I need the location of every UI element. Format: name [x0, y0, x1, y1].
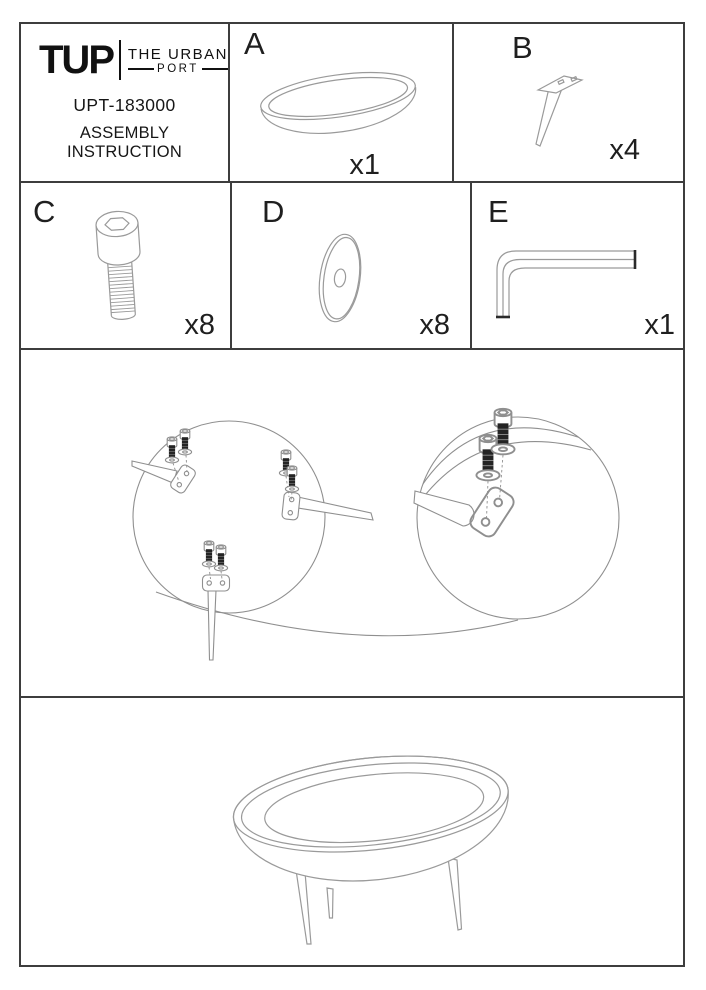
model-number: UPT-183000 — [73, 95, 176, 115]
brand-logo — [21, 24, 228, 80]
allen-key-outer-edge — [497, 251, 635, 317]
part-e-qty: x1 — [644, 309, 675, 341]
mounting-plate-zoomed — [467, 485, 516, 540]
document-title: ASSEMBLY INSTRUCTION — [67, 124, 182, 161]
finished-table-drawing — [21, 698, 683, 965]
brand-name-port: PORT — [157, 62, 199, 75]
part-cell-c — [21, 183, 230, 348]
bolt-with-washer-zoomed — [476, 435, 499, 481]
brand-name — [128, 46, 228, 75]
part-b-qty: x4 — [609, 134, 640, 166]
brand-rule-right — [202, 68, 228, 70]
leg-side-view — [298, 497, 373, 520]
assembly-step-cell — [21, 350, 683, 696]
leg-drawing — [454, 24, 683, 181]
assembly-diagram — [21, 350, 683, 696]
bolt-threads — [108, 266, 135, 313]
bowl-silhouette — [229, 744, 516, 894]
allen-key-inner-edge — [509, 268, 635, 317]
leg-side-view — [208, 590, 216, 660]
part-b-label: B — [512, 30, 533, 65]
part-c-qty: x8 — [184, 309, 215, 341]
part-e-label: E — [488, 194, 509, 229]
brand-rule-left — [128, 68, 154, 70]
mounting-plate — [203, 575, 230, 591]
part-d-qty: x8 — [419, 309, 450, 341]
bolt-with-washer — [165, 437, 178, 463]
bolt-with-washer — [202, 541, 215, 567]
finished-view-cell — [21, 698, 683, 965]
sheet-border — [19, 22, 685, 967]
part-a-label: A — [244, 26, 265, 61]
leg-assembly-right — [279, 450, 373, 520]
brand-divider — [119, 40, 121, 80]
bolt-with-washer — [214, 545, 227, 571]
part-c-label: C — [33, 194, 56, 229]
bowl-top-drawing — [230, 24, 452, 181]
part-d-label: D — [262, 194, 285, 229]
part-a-qty: x1 — [349, 149, 380, 181]
bolt-with-washer — [178, 429, 191, 455]
table-bowl-top — [229, 744, 516, 894]
leg-end-zoomed — [414, 491, 474, 526]
leg-side-view — [132, 461, 177, 483]
bolt-with-washer — [285, 466, 298, 492]
brand-name-line1: THE URBAN — [127, 45, 228, 63]
bolt-shaft-tip — [111, 314, 135, 320]
part-cell-b — [454, 24, 683, 181]
part-cell-d — [232, 183, 470, 348]
leg-assembly-bottom — [202, 541, 229, 660]
part-cell-e — [472, 183, 683, 348]
table-leg-left — [296, 870, 311, 944]
brand-title-cell — [21, 24, 228, 181]
leg-assembly-upper-left — [132, 429, 197, 495]
brand-name-line2 — [128, 63, 228, 75]
mounting-plate — [282, 492, 301, 521]
leg-shaft — [536, 86, 563, 146]
part-cell-a — [230, 24, 452, 181]
brand-abbr: TUP — [39, 38, 113, 82]
table-leg-right — [448, 858, 462, 930]
table-leg-back — [327, 888, 333, 918]
mounting-plate — [169, 463, 197, 494]
sheet-inner — [21, 24, 683, 965]
